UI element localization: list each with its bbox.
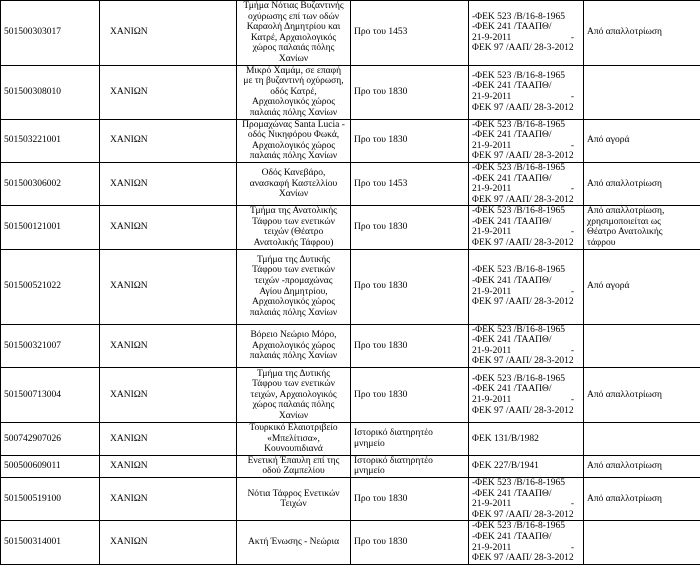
region-name: ΧΑΝΙΩΝ <box>100 206 237 249</box>
acquisition-note <box>584 368 700 423</box>
monument-description <box>237 65 351 119</box>
monument-code: 501503221001 <box>1 119 100 162</box>
description-line: Νότια Τάφρος Ενετικών <box>240 489 347 500</box>
region-name: ΧΑΝΙΩΝ <box>100 162 237 205</box>
description-line: Τμήμα της Ανατολικής <box>240 206 347 217</box>
dating: Προ του 1830 <box>351 119 469 162</box>
description-line: παλαιάς πόλης Χανίων <box>240 151 347 162</box>
monument-code: 500500609011 <box>1 455 100 477</box>
dash-mark: - <box>571 92 580 103</box>
acquisition-note <box>584 162 700 205</box>
fek-line: ΦΕΚ 97 /ΑΑΠ/ 28-3-2012 <box>472 195 580 206</box>
note-line: Από απαλλοτρίωση <box>587 461 697 472</box>
description-line: Τουρκικό Ελαιοτριβείο <box>240 423 347 434</box>
fek-line: ΦΕΚ 97 /ΑΑΠ/ 28-3-2012 <box>472 356 580 367</box>
description-line: Τάφρου των ενετικών <box>240 379 347 390</box>
fek-line: 21-9-2011 - <box>472 395 580 406</box>
dash-mark: - <box>571 184 580 195</box>
dating: Προ του 1830 <box>351 368 469 423</box>
fek-reference <box>469 206 584 249</box>
description-line: τειχών (Θέατρο <box>240 227 347 238</box>
acquisition-note <box>584 119 700 162</box>
note-line: Από απαλλοτρίωση, <box>587 206 697 217</box>
dash-mark: - <box>571 543 580 554</box>
acquisition-note <box>584 324 700 367</box>
region-name: ΧΑΝΙΩΝ <box>100 324 237 367</box>
description-line: Ενετική Έπαυλη επί της <box>240 456 347 467</box>
fek-line: 21-9-2011 - <box>472 33 580 44</box>
description-line: Βόρειο Νεώριο Μόρο, <box>240 330 347 341</box>
fek-line: -ΦΕΚ 523 /Β/16-8-1965 <box>472 325 580 336</box>
table-row <box>1 206 700 249</box>
acquisition-note <box>584 478 700 521</box>
fek-reference <box>469 324 584 367</box>
fek-line: -ΦΕΚ 241 /ΤΑΑΠΘ/ <box>472 174 580 185</box>
dating: Προ του 1830 <box>351 478 469 521</box>
fek-reference <box>469 1 584 66</box>
fek-line: ΦΕΚ 227/Β/1941 <box>472 461 580 472</box>
table-row <box>1 368 700 423</box>
fek-line: -ΦΕΚ 241 /ΤΑΑΠΘ/ <box>472 217 580 228</box>
fek-line: -ΦΕΚ 241 /ΤΑΑΠΘ/ <box>472 384 580 395</box>
region-name: ΧΑΝΙΩΝ <box>100 478 237 521</box>
monument-code: 501500713004 <box>1 368 100 423</box>
dash-mark: - <box>571 287 580 298</box>
fek-line: 21-9-2011 - <box>472 227 580 238</box>
fek-line: -ΦΕΚ 523 /Β/16-8-1965 <box>472 163 580 174</box>
dash-mark: - <box>571 395 580 406</box>
monument-description <box>237 478 351 521</box>
description-line: Τειχών <box>240 499 347 510</box>
fek-line: 21-9-2011 - <box>472 287 580 298</box>
description-line: Αρχαιολογικός χώρος <box>240 97 347 108</box>
fek-line: -ΦΕΚ 523 /Β/16-8-1965 <box>472 374 580 385</box>
monument-description <box>237 423 351 456</box>
note-line: χρησιμοποιείται ως <box>587 217 697 228</box>
fek-line: -ΦΕΚ 241 /ΤΑΑΠΘ/ <box>472 81 580 92</box>
fek-line: -ΦΕΚ 523 /Β/16-8-1965 <box>472 265 580 276</box>
description-line: «Μπελίτισα», <box>240 434 347 445</box>
description-line: Χανίων <box>240 54 347 65</box>
fek-reference <box>469 368 584 423</box>
table-row <box>1 1 700 66</box>
fek-line: 21-9-2011 - <box>472 543 580 554</box>
fek-line: -ΦΕΚ 523 /Β/16-8-1965 <box>472 206 580 217</box>
note-line: Από απαλλοτρίωση <box>587 390 697 401</box>
note-line: Από αγορά <box>587 281 697 292</box>
dating: Προ του 1830 <box>351 521 469 564</box>
fek-line: -ΦΕΚ 523 /Β/16-8-1965 <box>472 12 580 23</box>
fek-line: 21-9-2011 - <box>472 499 580 510</box>
description-line: Τάφρου των ενετικών <box>240 265 347 276</box>
fek-line: -ΦΕΚ 241 /ΤΑΑΠΘ/ <box>472 130 580 141</box>
fek-reference <box>469 119 584 162</box>
fek-reference <box>469 521 584 564</box>
dash-mark: - <box>571 346 580 357</box>
monument-code: 501500121001 <box>1 206 100 249</box>
fek-line: 21-9-2011 - <box>472 346 580 357</box>
monument-code: 500742907026 <box>1 423 100 456</box>
region-name: ΧΑΝΙΩΝ <box>100 119 237 162</box>
acquisition-note <box>584 206 700 249</box>
fek-line: 21-9-2011 - <box>472 92 580 103</box>
monument-description <box>237 455 351 477</box>
monument-description <box>237 324 351 367</box>
monument-description <box>237 162 351 205</box>
description-line: Ακτή Ένωσης - Νεώρια <box>240 537 347 548</box>
description-line: Χανίων <box>240 411 347 422</box>
fek-reference <box>469 162 584 205</box>
dating: Προ του 1830 <box>351 65 469 119</box>
description-line: οχύρωσης επί των οδών <box>240 12 347 23</box>
fek-line: -ΦΕΚ 241 /ΤΑΑΠΘ/ <box>472 335 580 346</box>
region-name: ΧΑΝΙΩΝ <box>100 521 237 564</box>
note-line: Θέατρο Ανατολικής <box>587 227 697 238</box>
fek-line: -ΦΕΚ 241 /ΤΑΑΠΘ/ <box>472 276 580 287</box>
description-line: παλαιάς πόλης Χανίων <box>240 308 347 319</box>
fek-reference <box>469 478 584 521</box>
description-line: χώρος παλαιάς πόλης <box>240 43 347 54</box>
fek-line: ΦΕΚ 131/Β/1982 <box>472 434 580 445</box>
monument-description <box>237 368 351 423</box>
dating: Ιστορικό διατηρητέο μνημείο <box>351 455 469 477</box>
table-row <box>1 249 700 324</box>
description-line: Ανατολικής Τάφρου) <box>240 238 347 249</box>
monument-description <box>237 206 351 249</box>
fek-line: ΦΕΚ 97 /ΑΑΠ/ 28-3-2012 <box>472 297 580 308</box>
region-name: ΧΑΝΙΩΝ <box>100 65 237 119</box>
monument-code: 501500303017 <box>1 1 100 66</box>
dating: Προ του 1830 <box>351 249 469 324</box>
fek-line: ΦΕΚ 97 /ΑΑΠ/ 28-3-2012 <box>472 406 580 417</box>
acquisition-note <box>584 521 700 564</box>
description-line: με τη βυζαντινή οχύρωση, <box>240 76 347 87</box>
acquisition-note <box>584 65 700 119</box>
fek-line: ΦΕΚ 97 /ΑΑΠ/ 28-3-2012 <box>472 510 580 521</box>
monument-description <box>237 521 351 564</box>
region-name: ΧΑΝΙΩΝ <box>100 249 237 324</box>
dating: Προ του 1453 <box>351 1 469 66</box>
fek-reference <box>469 249 584 324</box>
fek-line: -ΦΕΚ 523 /Β/16-8-1965 <box>472 120 580 131</box>
fek-line: -ΦΕΚ 523 /Β/16-8-1965 <box>472 71 580 82</box>
table-row <box>1 478 700 521</box>
fek-line: -ΦΕΚ 241 /ΤΑΑΠΘ/ <box>472 532 580 543</box>
region-name: ΧΑΝΙΩΝ <box>100 1 237 66</box>
fek-line: 21-9-2011 - <box>472 184 580 195</box>
description-line: Αρχαιολογικός χώρος <box>240 341 347 352</box>
fek-line: ΦΕΚ 97 /ΑΑΠ/ 28-3-2012 <box>472 238 580 249</box>
dash-mark: - <box>571 141 580 152</box>
note-line: τάφρου <box>587 238 697 249</box>
fek-reference <box>469 455 584 477</box>
description-line: Μικρό Χαμάμ, σε επαφή <box>240 66 347 77</box>
description-line: τειχών -προμαχώνας <box>240 276 347 287</box>
region-name: ΧΑΝΙΩΝ <box>100 455 237 477</box>
table-row <box>1 455 700 477</box>
fek-line: -ΦΕΚ 241 /ΤΑΑΠΘ/ <box>472 22 580 33</box>
table-row <box>1 65 700 119</box>
acquisition-note <box>584 423 700 456</box>
description-line: Κατρέ, Αρχαιολογικός <box>240 33 347 44</box>
dash-mark: - <box>571 499 580 510</box>
table-row <box>1 423 700 456</box>
dating: Ιστορικό διατηρητέο μνημείο <box>351 423 469 456</box>
monument-code: 501500306002 <box>1 162 100 205</box>
fek-line: ΦΕΚ 97 /ΑΑΠ/ 28-3-2012 <box>472 43 580 54</box>
fek-line: ΦΕΚ 97 /ΑΑΠ/ 28-3-2012 <box>472 553 580 564</box>
table-row <box>1 521 700 564</box>
monument-description <box>237 119 351 162</box>
description-line: Καραολή Δημητρίου και <box>240 22 347 33</box>
description-line: Αρχαιολογικός χώρος <box>240 297 347 308</box>
description-line: Αρχαιολογικός χώρος <box>240 141 347 152</box>
description-line: Κουνουπιδιανά <box>240 444 347 455</box>
dating: Προ του 1453 <box>351 162 469 205</box>
monument-code: 501500321007 <box>1 324 100 367</box>
description-line: Τμήμα της Δυτικής <box>240 255 347 266</box>
region-name: ΧΑΝΙΩΝ <box>100 368 237 423</box>
fek-line: 21-9-2011 - <box>472 141 580 152</box>
fek-reference <box>469 65 584 119</box>
fek-line: ΦΕΚ 97 /ΑΑΠ/ 28-3-2012 <box>472 151 580 162</box>
table-row <box>1 162 700 205</box>
note-line: Από απαλλοτρίωση <box>587 494 697 505</box>
dash-mark: - <box>571 227 580 238</box>
region-name: ΧΑΝΙΩΝ <box>100 423 237 456</box>
acquisition-note <box>584 1 700 66</box>
description-line: Τμήμα Νότιας Βυζαντινής <box>240 1 347 12</box>
description-line: Τμήμα της Δυτικής <box>240 369 347 380</box>
description-line: χώρος παλαιάς πόλης <box>240 400 347 411</box>
monument-code: 501500314001 <box>1 521 100 564</box>
acquisition-note <box>584 455 700 477</box>
note-line: Από απαλλοτρίωση <box>587 27 697 38</box>
description-line: ανασκαφή Καστελλίου <box>240 179 347 190</box>
dating: Προ του 1830 <box>351 324 469 367</box>
description-line: Τάφρου των ενετικών <box>240 217 347 228</box>
dash-mark: - <box>571 33 580 44</box>
fek-line: ΦΕΚ 97 /ΑΑΠ/ 28-3-2012 <box>472 103 580 114</box>
description-line: οδού Ζαμπελίου <box>240 466 347 477</box>
fek-line: -ΦΕΚ 523 /Β/16-8-1965 <box>472 478 580 489</box>
description-line: παλαιάς πόλης Χανίων <box>240 108 347 119</box>
description-line: Οδός Κανεβάρο, <box>240 168 347 179</box>
description-line: Χανίων <box>240 189 347 200</box>
fek-line: -ΦΕΚ 241 /ΤΑΑΠΘ/ <box>472 489 580 500</box>
fek-line: -ΦΕΚ 523 /Β/16-8-1965 <box>472 521 580 532</box>
note-line: Από απαλλοτρίωση <box>587 179 697 190</box>
description-line: τειχών, Αρχαιολογικός <box>240 390 347 401</box>
monument-code: 501500519100 <box>1 478 100 521</box>
table-row <box>1 324 700 367</box>
acquisition-note <box>584 249 700 324</box>
fek-reference <box>469 423 584 456</box>
description-line: Προμαχώνας Santa Lucia - <box>240 120 347 131</box>
monument-code: 501500521022 <box>1 249 100 324</box>
monument-description <box>237 1 351 66</box>
description-line: Αγίου Δημητρίου, <box>240 287 347 298</box>
monument-description <box>237 249 351 324</box>
description-line: παλαιάς πόλης Χανίων <box>240 351 347 362</box>
dating: Προ του 1830 <box>351 206 469 249</box>
table-row <box>1 119 700 162</box>
note-line: Από αγορά <box>587 135 697 146</box>
description-line: οδός Νικηφόρου Φωκά, <box>240 130 347 141</box>
description-line: οδός Κατρέ, <box>240 87 347 98</box>
monument-code: 501500308010 <box>1 65 100 119</box>
